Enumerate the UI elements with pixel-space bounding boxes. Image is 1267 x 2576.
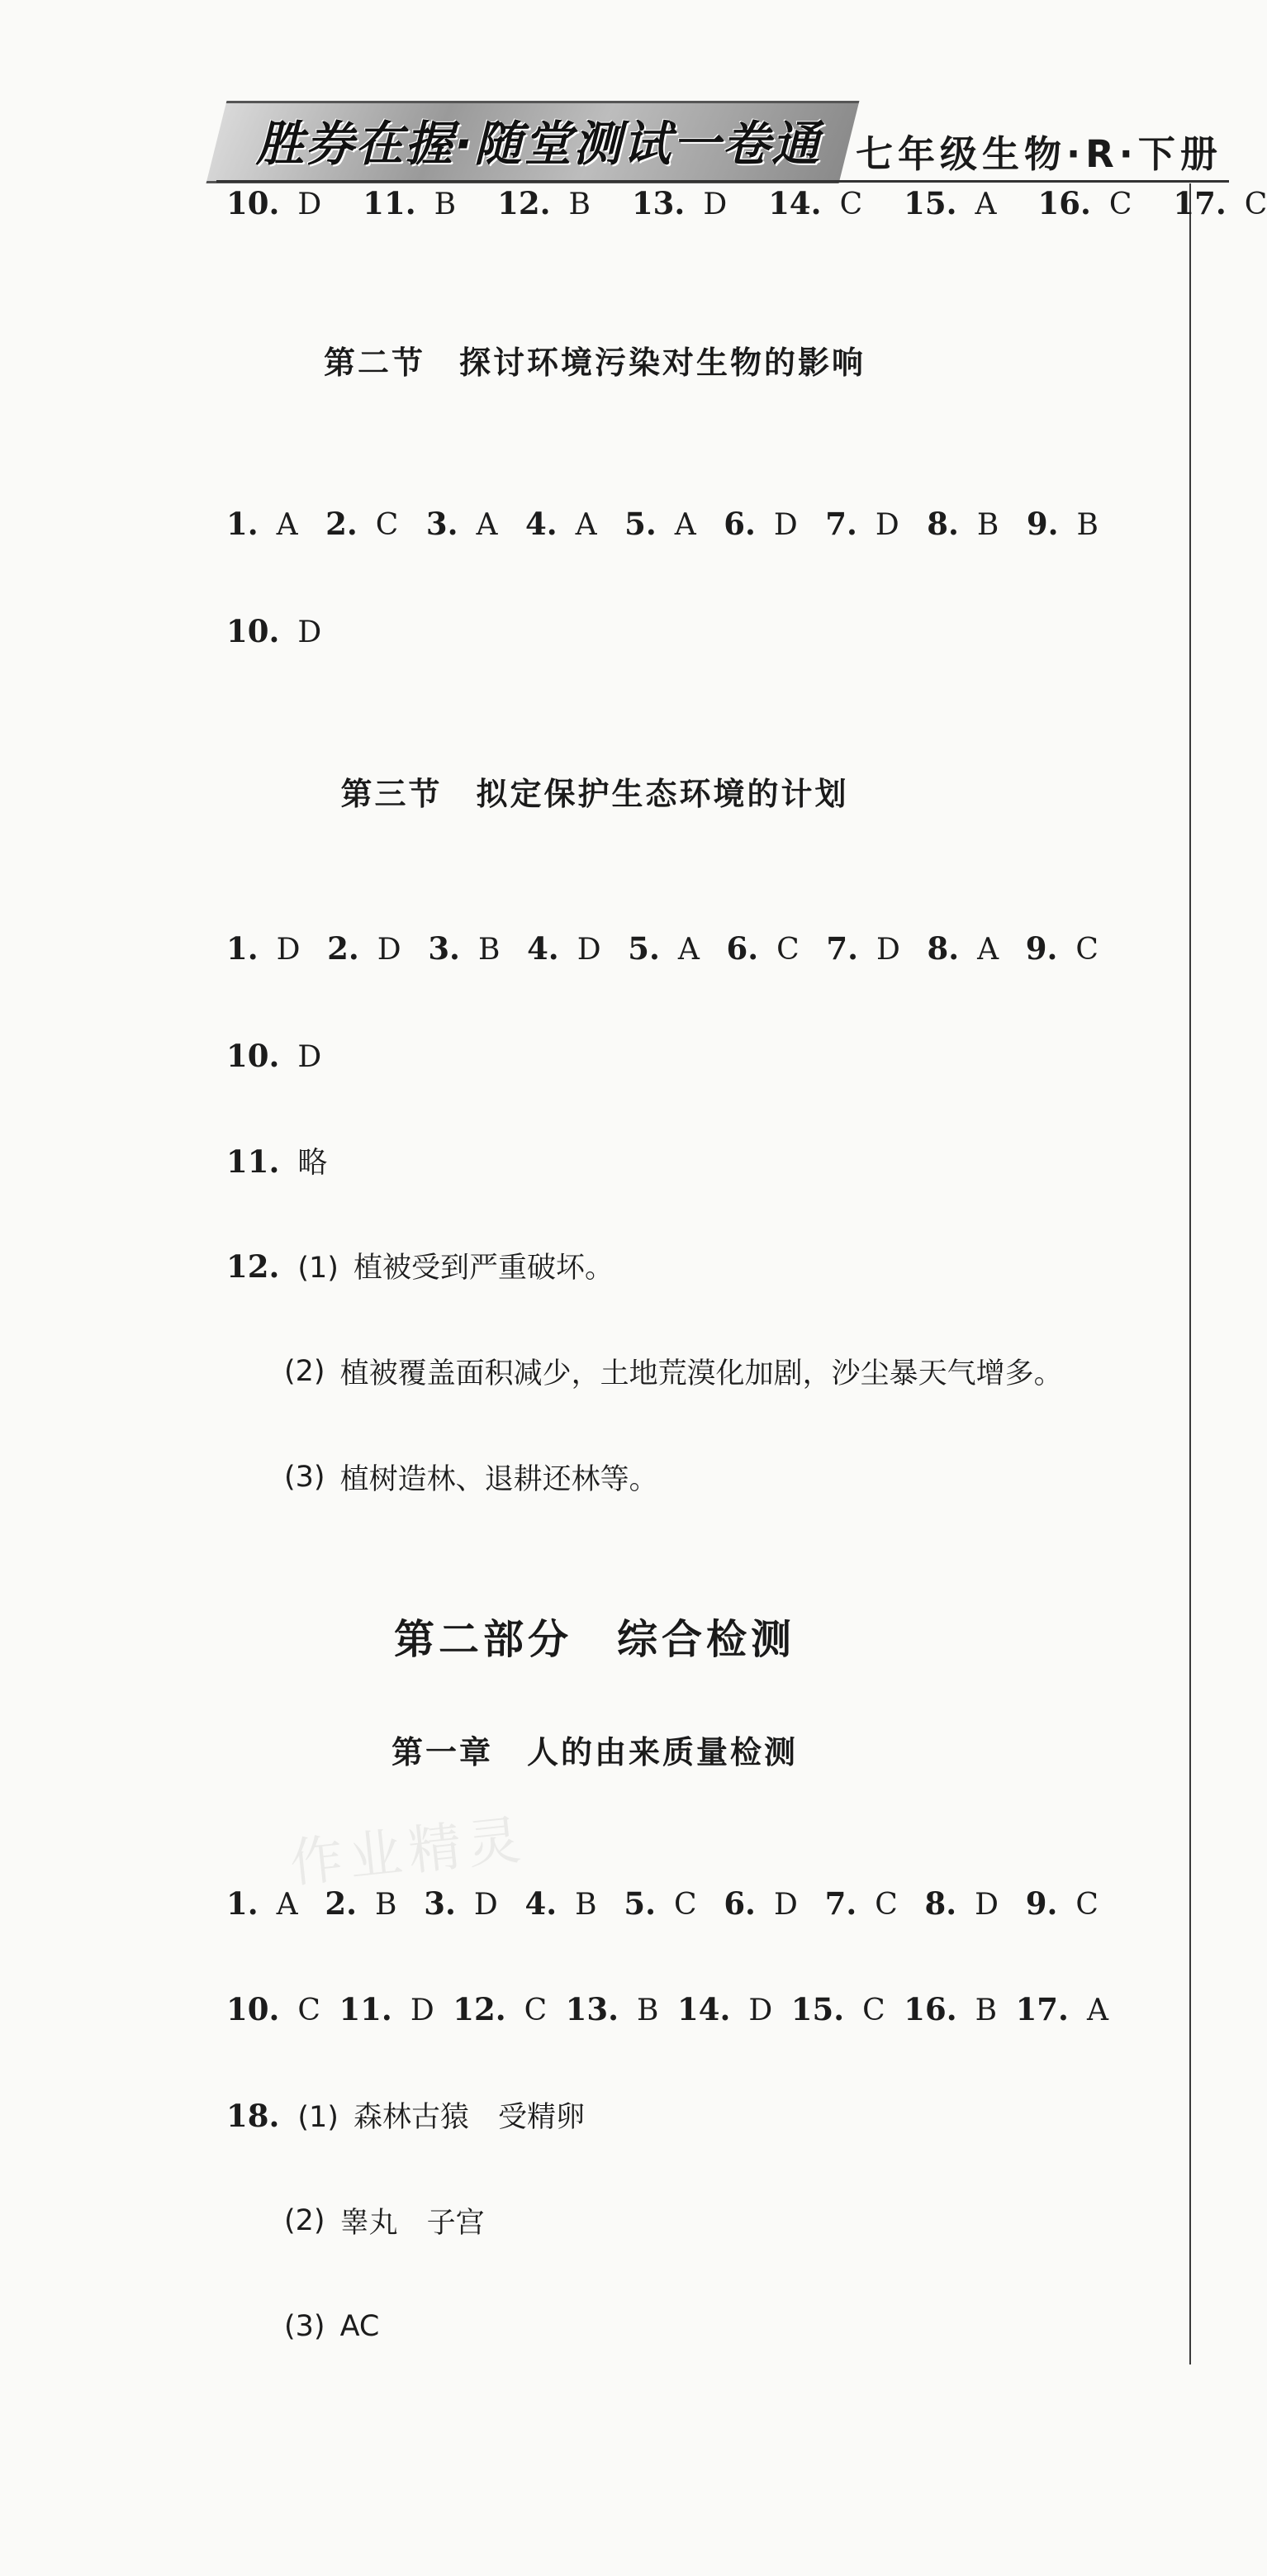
answer-item: 3. A [425,506,498,542]
answer-item: 9. C [1025,930,1099,967]
subject-label: 七年级生物·R·下册 [856,131,1222,176]
answer-item: 8. D [924,1885,999,1922]
answer-row [226,606,1143,656]
answer-item: 2. C [325,506,399,542]
answer-row [226,924,1099,973]
answer-row [226,1879,1099,1928]
answer-item: 1. A [226,506,298,542]
answer-item: 9. B [1026,506,1099,542]
answer-item: 1. D [226,930,301,967]
section-title: 第三节 拟定保护生态环境的计划 [340,776,849,812]
answer-item: 17. C [1173,185,1267,221]
answer-item: 7. C [824,1885,898,1922]
sub-answer: (1) 植被受到严重破坏。 [297,1252,614,1285]
answer-item: 11. B [363,185,457,221]
chapter-title: 第一章 人的由来质量检测 [391,1734,798,1770]
answer-item: 12. (1) 植被受到严重破坏。 [226,1245,614,1286]
answer-item: 9. C [1025,1885,1099,1922]
answer-item: 7. D [826,930,900,967]
answer-item: 3. D [424,1885,498,1922]
answer-row [226,2090,1143,2140]
answer-item: 6. C [726,930,800,967]
answer-row [226,1984,1108,2034]
answer-item: 16. C [1037,185,1132,221]
sub-answer: (1) 森林古猿 受精卵 [297,2101,585,2134]
answer-row [226,178,1267,228]
answer-row [226,1241,1143,1290]
answer-item: 11. D [339,1991,434,2027]
answer-item: 5. A [628,930,700,967]
answer-item: 10. D [226,613,322,649]
answer-row [226,499,1099,549]
answer-item: 12. C [453,1991,548,2027]
answer-item: 13. D [631,185,728,221]
answer-item: 8. B [927,506,999,542]
answer-row [226,1031,1143,1081]
sub-answer: (2) 植被覆盖面积减少，土地荒漠化加剧，沙尘暴天气增多。 [284,1355,1063,1390]
answer-item: 10. C [226,1991,320,2027]
answer-item: 3. B [428,930,501,967]
sub-answer: (3) 植树造林、退耕还林等。 [284,1461,658,1496]
sub-answer: (3) AC [284,2310,380,2343]
watermark: 作业精灵 [287,1809,530,1895]
answer-item: 1. A [226,1885,298,1922]
answer-item: 15. A [904,185,997,221]
answer-item: 14. C [768,185,863,221]
answer-item: 15. C [790,1991,885,2027]
section-title: 第二节 探讨环境污染对生物的影响 [323,345,866,381]
sub-answer: (2) 睾丸 子宫 [284,2204,485,2240]
answer-row [226,1135,1143,1185]
answer-item: 12. B [497,185,591,221]
answer-item: 8. A [927,930,999,967]
answer-item: 18. (1) 森林古猿 受精卵 [226,2094,585,2136]
answer-item: 14. D [677,1991,773,2027]
answer-item: 4. A [524,506,597,542]
answer-item: 4. D [527,930,601,967]
answer-item: 5. C [624,1885,697,1922]
answer-item: 13. B [565,1991,659,2027]
answer-item: 6. D [724,506,798,542]
margin-rule [1189,183,1191,2365]
answer-item: 7. D [825,506,899,542]
answer-item: 16. B [904,1991,998,2027]
answer-item: 4. B [524,1885,597,1922]
banner-title: 胜券在握·随堂测试一卷通 [255,116,822,172]
answer-item: 2. D [327,930,401,967]
answer-item: 6. D [724,1885,798,1922]
answer-item: 10. D [226,1038,322,1074]
answer-item: 17. A [1015,1991,1108,2027]
answer-item: 10. D [226,185,322,221]
answer-item: 11. 略 [226,1143,328,1180]
answer-item: 2. B [325,1885,397,1922]
answer-item: 5. A [624,506,696,542]
part-title: 第二部分 综合检测 [393,1616,795,1663]
